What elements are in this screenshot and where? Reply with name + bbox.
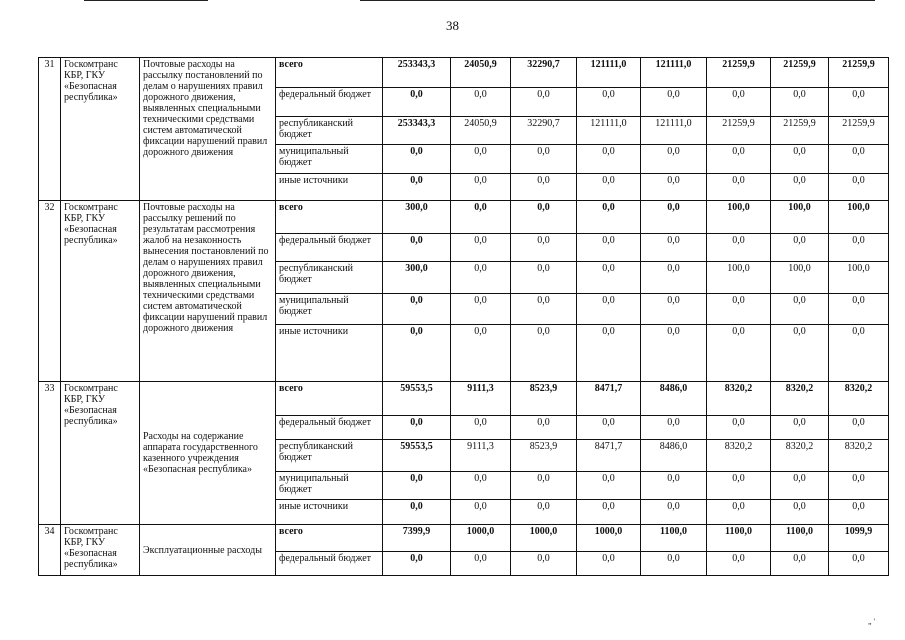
- funding-source: иные источники: [276, 500, 383, 525]
- amount-cell: 0,0: [577, 262, 641, 294]
- amount-cell: 0,0: [707, 500, 771, 525]
- amount-cell: 21259,9: [707, 58, 771, 88]
- amount-cell: 0,0: [829, 552, 889, 576]
- amount-cell: 8320,2: [771, 440, 829, 472]
- funding-source: всего: [276, 58, 383, 88]
- amount-cell: 0,0: [829, 416, 889, 440]
- amount-cell: 0,0: [383, 416, 451, 440]
- funding-source: республиканский бюджет: [276, 262, 383, 294]
- amount-cell: 0,0: [577, 416, 641, 440]
- row-number: 32: [39, 201, 61, 382]
- amount-cell: 21259,9: [771, 58, 829, 88]
- amount-cell: 0,0: [383, 472, 451, 500]
- amount-cell: 0,0: [707, 145, 771, 174]
- amount-cell: 0,0: [451, 201, 511, 234]
- amount-cell: 0,0: [511, 294, 577, 325]
- amount-cell: 0,0: [829, 88, 889, 117]
- row-number: 31: [39, 58, 61, 201]
- amount-cell: 0,0: [641, 174, 707, 201]
- table-row: [39, 382, 889, 416]
- amount-cell: 1100,0: [707, 525, 771, 552]
- amount-cell: 0,0: [641, 88, 707, 117]
- amount-cell: 0,0: [511, 500, 577, 525]
- row-number: 34: [39, 525, 61, 576]
- amount-cell: 0,0: [451, 145, 511, 174]
- funding-source: муниципальный бюджет: [276, 472, 383, 500]
- amount-cell: 0,0: [511, 88, 577, 117]
- amount-cell: 0,0: [577, 234, 641, 262]
- amount-cell: 0,0: [707, 174, 771, 201]
- amount-cell: 8523,9: [511, 440, 577, 472]
- amount-cell: 0,0: [511, 174, 577, 201]
- amount-cell: 0,0: [383, 500, 451, 525]
- amount-cell: 0,0: [771, 234, 829, 262]
- amount-cell: 0,0: [451, 552, 511, 576]
- amount-cell: 0,0: [707, 472, 771, 500]
- amount-cell: 0,0: [771, 325, 829, 382]
- responsible-executor: Госкомтранс КБР, ГКУ «Безопасная республика»: [61, 525, 140, 576]
- amount-cell: 0,0: [641, 472, 707, 500]
- top-rule-right: [360, 0, 875, 1]
- amount-cell: 0,0: [577, 174, 641, 201]
- table-row: [39, 525, 889, 552]
- amount-cell: 0,0: [451, 416, 511, 440]
- amount-cell: 21259,9: [829, 117, 889, 145]
- amount-cell: 8471,7: [577, 382, 641, 416]
- amount-cell: 121111,0: [641, 58, 707, 88]
- funding-source: муниципальный бюджет: [276, 145, 383, 174]
- amount-cell: 0,0: [829, 500, 889, 525]
- funding-source: федеральный бюджет: [276, 552, 383, 576]
- top-rule-left: [84, 0, 208, 1]
- amount-cell: 0,0: [829, 325, 889, 382]
- funding-source: федеральный бюджет: [276, 234, 383, 262]
- amount-cell: 8471,7: [577, 440, 641, 472]
- funding-source: всего: [276, 382, 383, 416]
- funding-source: иные источники: [276, 325, 383, 382]
- amount-cell: 0,0: [771, 294, 829, 325]
- amount-cell: 1000,0: [511, 525, 577, 552]
- amount-cell: 0,0: [707, 234, 771, 262]
- corner-mark: „ ': [868, 617, 875, 626]
- amount-cell: 0,0: [577, 201, 641, 234]
- amount-cell: 9111,3: [451, 382, 511, 416]
- amount-cell: 0,0: [641, 201, 707, 234]
- amount-cell: 0,0: [771, 174, 829, 201]
- amount-cell: 0,0: [577, 145, 641, 174]
- amount-cell: 1000,0: [451, 525, 511, 552]
- amount-cell: 0,0: [577, 325, 641, 382]
- amount-cell: 0,0: [577, 500, 641, 525]
- amount-cell: 0,0: [771, 416, 829, 440]
- amount-cell: 0,0: [511, 201, 577, 234]
- amount-cell: 0,0: [451, 262, 511, 294]
- amount-cell: 24050,9: [451, 58, 511, 88]
- amount-cell: 100,0: [771, 262, 829, 294]
- amount-cell: 0,0: [641, 145, 707, 174]
- amount-cell: 0,0: [451, 294, 511, 325]
- amount-cell: 0,0: [451, 174, 511, 201]
- amount-cell: 0,0: [577, 472, 641, 500]
- amount-cell: 0,0: [707, 416, 771, 440]
- amount-cell: 0,0: [383, 294, 451, 325]
- amount-cell: 0,0: [383, 325, 451, 382]
- row-number: 33: [39, 382, 61, 525]
- amount-cell: 0,0: [707, 325, 771, 382]
- amount-cell: 1099,9: [829, 525, 889, 552]
- amount-cell: 1100,0: [771, 525, 829, 552]
- amount-cell: 21259,9: [707, 117, 771, 145]
- table-row: [39, 201, 889, 234]
- amount-cell: 0,0: [511, 552, 577, 576]
- amount-cell: 8320,2: [829, 382, 889, 416]
- budget-table: [38, 57, 889, 576]
- amount-cell: 59553,5: [383, 382, 451, 416]
- amount-cell: 0,0: [771, 552, 829, 576]
- amount-cell: 0,0: [451, 325, 511, 382]
- amount-cell: 0,0: [771, 145, 829, 174]
- amount-cell: 0,0: [451, 234, 511, 262]
- amount-cell: 0,0: [383, 234, 451, 262]
- amount-cell: 0,0: [383, 145, 451, 174]
- amount-cell: 253343,3: [383, 58, 451, 88]
- amount-cell: 8320,2: [707, 440, 771, 472]
- amount-cell: 100,0: [829, 201, 889, 234]
- amount-cell: 300,0: [383, 201, 451, 234]
- amount-cell: 0,0: [641, 262, 707, 294]
- amount-cell: 21259,9: [829, 58, 889, 88]
- amount-cell: 0,0: [451, 88, 511, 117]
- funding-source: федеральный бюджет: [276, 88, 383, 117]
- amount-cell: 0,0: [641, 325, 707, 382]
- amount-cell: 0,0: [771, 88, 829, 117]
- amount-cell: 0,0: [451, 500, 511, 525]
- amount-cell: 0,0: [771, 500, 829, 525]
- amount-cell: 100,0: [707, 201, 771, 234]
- amount-cell: 24050,9: [451, 117, 511, 145]
- amount-cell: 0,0: [577, 88, 641, 117]
- funding-source: всего: [276, 201, 383, 234]
- amount-cell: 0,0: [707, 294, 771, 325]
- amount-cell: 0,0: [829, 472, 889, 500]
- amount-cell: 0,0: [511, 325, 577, 382]
- amount-cell: 253343,3: [383, 117, 451, 145]
- amount-cell: 0,0: [383, 174, 451, 201]
- amount-cell: 8523,9: [511, 382, 577, 416]
- amount-cell: 0,0: [707, 552, 771, 576]
- amount-cell: 0,0: [383, 88, 451, 117]
- amount-cell: 8320,2: [771, 382, 829, 416]
- funding-source: муниципальный бюджет: [276, 294, 383, 325]
- amount-cell: 0,0: [829, 145, 889, 174]
- amount-cell: 1100,0: [641, 525, 707, 552]
- amount-cell: 0,0: [511, 472, 577, 500]
- amount-cell: 0,0: [829, 174, 889, 201]
- activity-description: Эксплуатационные расходы: [140, 525, 276, 576]
- funding-source: иные источники: [276, 174, 383, 201]
- amount-cell: 121111,0: [577, 58, 641, 88]
- amount-cell: 0,0: [451, 472, 511, 500]
- amount-cell: 8320,2: [707, 382, 771, 416]
- amount-cell: 32290,7: [511, 58, 577, 88]
- responsible-executor: Госкомтранс КБР, ГКУ «Безопасная республика»: [61, 58, 140, 201]
- amount-cell: 0,0: [511, 234, 577, 262]
- amount-cell: 21259,9: [771, 117, 829, 145]
- amount-cell: 32290,7: [511, 117, 577, 145]
- amount-cell: 0,0: [577, 294, 641, 325]
- activity-description: Почтовые расходы на рассылку решений по результатам рассмотрения жалоб на незаконность вынесения постановлений по делам о нарушениях правил дорожного движения, выявленных специальными техническими средствами систем автоматической фиксации нарушений правил дорожного движения: [140, 201, 276, 382]
- amount-cell: 0,0: [641, 294, 707, 325]
- amount-cell: 100,0: [829, 262, 889, 294]
- responsible-executor: Госкомтранс КБР, ГКУ «Безопасная республика»: [61, 382, 140, 525]
- amount-cell: 121111,0: [577, 117, 641, 145]
- amount-cell: 0,0: [771, 472, 829, 500]
- amount-cell: 8486,0: [641, 382, 707, 416]
- amount-cell: 0,0: [707, 88, 771, 117]
- amount-cell: 0,0: [641, 500, 707, 525]
- activity-description: Расходы на содержание аппарата государственного казенного учреждения «Безопасная республика»: [140, 382, 276, 525]
- amount-cell: 0,0: [511, 416, 577, 440]
- table-row: [39, 58, 889, 88]
- amount-cell: 7399,9: [383, 525, 451, 552]
- amount-cell: 8486,0: [641, 440, 707, 472]
- amount-cell: 0,0: [511, 262, 577, 294]
- amount-cell: 1000,0: [577, 525, 641, 552]
- amount-cell: 100,0: [771, 201, 829, 234]
- amount-cell: 0,0: [829, 294, 889, 325]
- funding-source: федеральный бюджет: [276, 416, 383, 440]
- activity-description: Почтовые расходы на рассылку постановлений по делам о нарушениях правил дорожного движения, выявленных специальными техническими средствами систем автоматической фиксации нарушений правил дорожного движения: [140, 58, 276, 201]
- amount-cell: 0,0: [511, 145, 577, 174]
- funding-source: всего: [276, 525, 383, 552]
- funding-source: республиканский бюджет: [276, 117, 383, 145]
- amount-cell: 0,0: [641, 416, 707, 440]
- amount-cell: 0,0: [641, 234, 707, 262]
- amount-cell: 59553,5: [383, 440, 451, 472]
- amount-cell: 0,0: [829, 234, 889, 262]
- amount-cell: 300,0: [383, 262, 451, 294]
- amount-cell: 100,0: [707, 262, 771, 294]
- page-number: 38: [446, 18, 459, 33]
- amount-cell: 9111,3: [451, 440, 511, 472]
- amount-cell: 0,0: [577, 552, 641, 576]
- amount-cell: 0,0: [383, 552, 451, 576]
- funding-source: республиканский бюджет: [276, 440, 383, 472]
- amount-cell: 8320,2: [829, 440, 889, 472]
- amount-cell: 0,0: [641, 552, 707, 576]
- amount-cell: 121111,0: [641, 117, 707, 145]
- responsible-executor: Госкомтранс КБР, ГКУ «Безопасная республика»: [61, 201, 140, 382]
